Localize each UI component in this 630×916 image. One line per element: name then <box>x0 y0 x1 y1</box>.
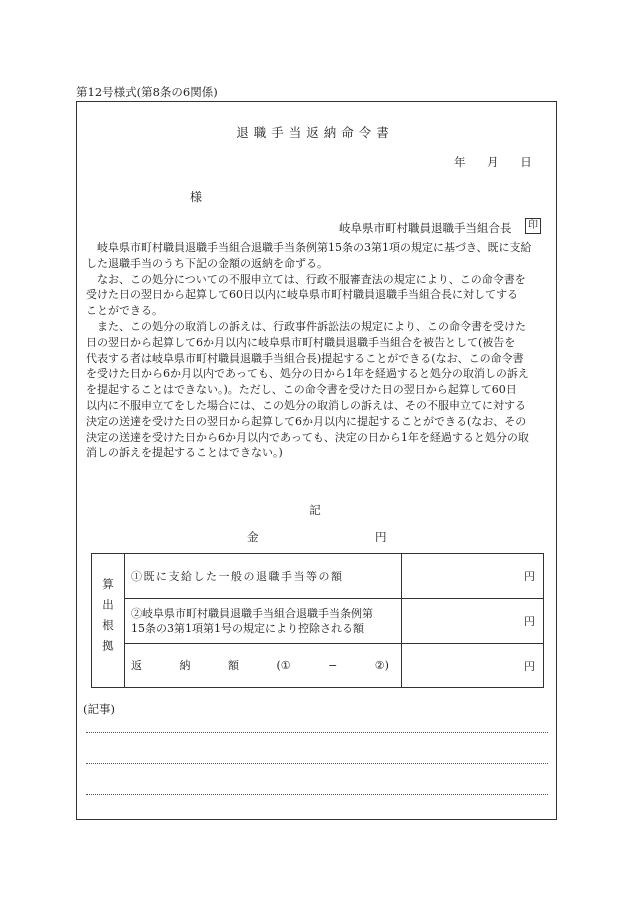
notes-line <box>86 763 548 764</box>
refund-label-part: ②) <box>374 659 389 672</box>
form-number-label: 第12号様式(第8条の6関係) <box>76 85 218 99</box>
refund-label-part: 返 <box>131 659 142 672</box>
paragraph-main: 岐阜県市町村職員退職手当組合退職手当条例第15条の3第1項の規定に基づき、既に支給 した退職手当のうち下記の金額の返納を命ずる。 <box>86 241 532 270</box>
row-amount-yen: 円 <box>402 554 544 599</box>
paragraph-lawsuit: また、この処分の取消しの訴えは、行政事件訴訟法の規定により、この命令書を受けた 日の翌日から起算して6か月以内に岐阜県市町村職員退職手当組合を被告として(被告を 代表する者は岐阜県市町村職員退職手当組合長)提起することができる(なお、この命令書 を受けた日から6か月以内であっても、処分の日から1年を経過すると処分の取消しの訴え を提起することはできない。)。ただし、この命令書を受けた日の翌日から起算して60日 以内に不服申立てをした場合には、この処分の取消しの訴えは、その不服申立てに対する 決定の送達を受けた日の翌日から起算して6か月以内に提起することができる(なお、その 決定の送達を受けた日から6か月以内であっても、決定の日から1年を経過すると処分の取 消しの訴えを提起することはできない。) <box>86 319 529 460</box>
row-description <box>125 644 402 688</box>
addressee-honorific: 様 <box>190 190 203 204</box>
row-description: ①既に支給した一般の退職手当等の額 <box>125 554 402 599</box>
amount-label: 金 <box>247 530 259 544</box>
calculation-basis-cell <box>92 554 125 688</box>
notes-line <box>86 732 548 733</box>
table-row <box>92 599 544 644</box>
calculation-basis-label: 算出根拠 <box>101 578 115 660</box>
notes-line <box>86 794 548 795</box>
issue-date: 年 月 日 <box>454 155 532 169</box>
notes-label: (記事) <box>83 702 115 716</box>
ki-heading: 記 <box>309 503 321 517</box>
row-description: ②岐阜県市町村職員退職手当組合退職手当条例第 15条の3第1項第1号の規定により控除される額 <box>125 599 402 644</box>
document-title: 退職手当返納命令書 <box>236 125 394 140</box>
issuer-name: 岐阜県市町村職員退職手当組合長 <box>339 221 512 235</box>
calculation-table <box>91 553 544 688</box>
paragraph-appeal: なお、この処分についての不服申立ては、行政不服審査法の規定により、この命令書を 受けた日の翌日から起算して60日以内に岐阜県市町村職員退職手当組合長に対してする ことができる。 <box>86 272 526 318</box>
table-row <box>92 644 544 688</box>
refund-label-part: − <box>328 659 338 672</box>
row-amount-yen: 円 <box>402 599 544 644</box>
order-body <box>86 240 552 461</box>
refund-label-part: 額 <box>227 659 239 672</box>
refund-label-part: 納 <box>179 659 191 672</box>
row-amount-yen: 円 <box>402 644 544 688</box>
amount-unit: 円 <box>375 530 387 544</box>
refund-label-part: (① <box>276 659 291 672</box>
seal-mark: 印 <box>525 218 541 234</box>
table-row <box>92 554 544 599</box>
